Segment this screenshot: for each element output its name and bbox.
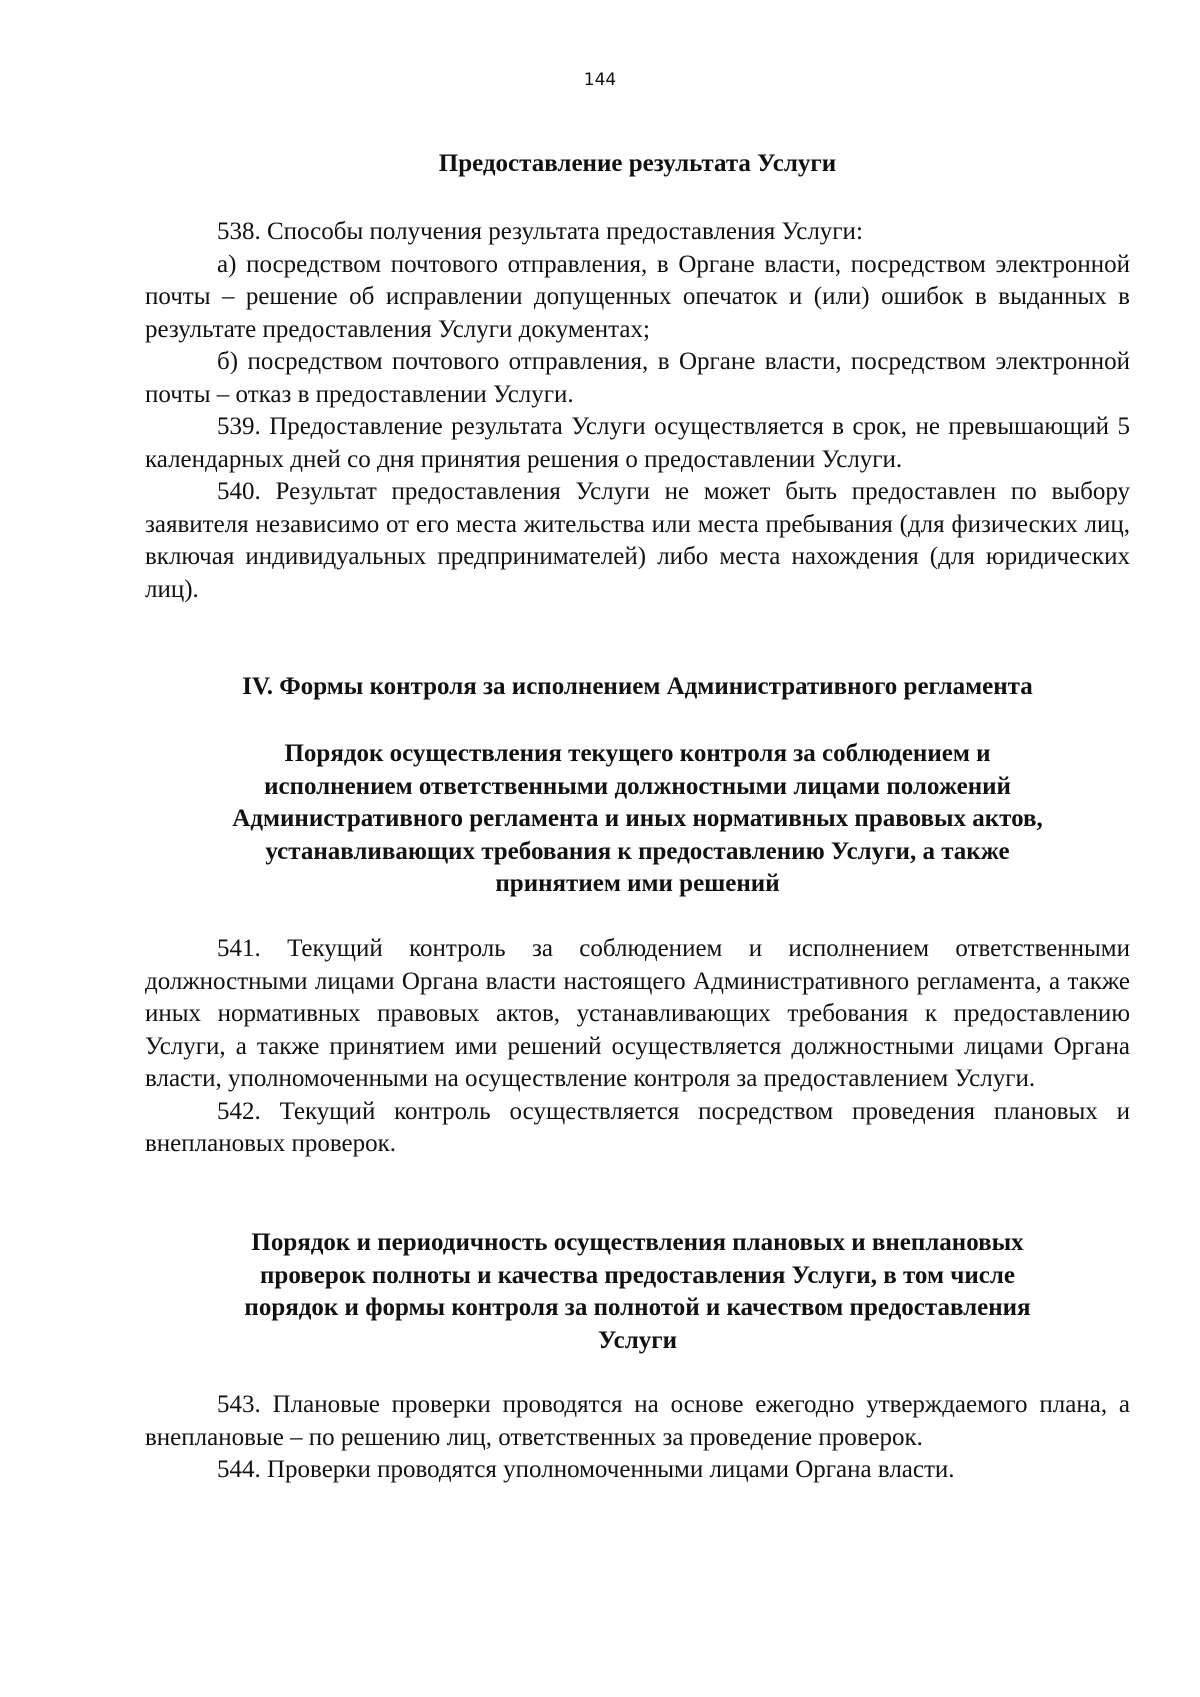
heading-line: устанавливающих требования к предоставлению Услуги, а также [265,837,1010,865]
section-heading-current-control [145,738,1130,901]
paragraph-539: 539. Предоставление результата Услуги осуществляется в срок, не превышающий 5 календарных дней со дня принятия решения о предоставлении Услуги. [145,413,1130,473]
periodicity-paragraphs [145,1389,1130,1487]
paragraph-538-a: а) посредством почтового отправления, в Органе власти, посредством электронной почты – решение об исправлении допущенных опечаток и (или) ошибок в выданных в результате предоставления Услуги документах; [145,250,1130,343]
heading-line: Административного регламента и иных нормативных правовых актов, [232,805,1043,832]
heading-line: принятием ими решений [495,870,780,897]
section-heading-periodicity [145,1227,1130,1357]
page-number: 144 [583,70,617,90]
paragraph-538-b: б) посредством почтового отправления, в Органе власти, посредством электронной почты – отказ в предоставлении Услуги. [145,348,1130,408]
paragraph-543: 543. Плановые проверки проводятся на основе ежегодно утверждаемого плана, а внеплановые – по решению лиц, ответственных за проведение проверок. [145,1391,1130,1451]
result-paragraphs [145,216,1130,606]
heading-line: Порядок и периодичность осуществления плановых и внеплановых [251,1229,1024,1256]
paragraph-538: 538. Способы получения результата предоставления Услуги: [217,218,863,245]
paragraph-540: 540. Результат предоставления Услуги не может быть предоставлен по выбору заявителя независимо от его места жительства или места пребывания (для физических лиц, включая индивидуальных предпринимателей) либо места нахождения (для юридических лиц). [145,478,1130,603]
section-heading-result: Предоставление результата Услуги [438,150,837,177]
heading-line: исполнением ответственными должностными лицами положений [264,772,1011,800]
paragraph-541: 541. Текущий контроль за соблюдением и исполнением ответственными должностными лицами Органа власти настоящего Административного регламента, а также иных нормативных правовых актов, устанавливающих требования к предоставлению Услуги, а также принятием ими решений осуществляется должностными лицами Органа власти, уполномоченными на осуществление контроля за предоставлением Услуги. [145,935,1130,1092]
chapter-heading-iv: IV. Формы контроля за исполнением Административного регламента [242,673,1033,700]
heading-line: Услуги [597,1326,678,1354]
paragraph-542: 542. Текущий контроль осуществляется посредством проведения плановых и внеплановых проверок. [145,1097,1130,1157]
paragraph-544: 544. Проверки проводятся уполномоченными лицами Органа власти. [217,1456,955,1483]
heading-line: Порядок осуществления текущего контроля за соблюдением и [284,740,991,767]
heading-line: проверок полноты и качества предоставления Услуги, в том числе [260,1261,1015,1289]
heading-line: порядок и формы контроля за полнотой и качеством предоставления [244,1294,1031,1321]
current-control-paragraphs [145,933,1130,1161]
